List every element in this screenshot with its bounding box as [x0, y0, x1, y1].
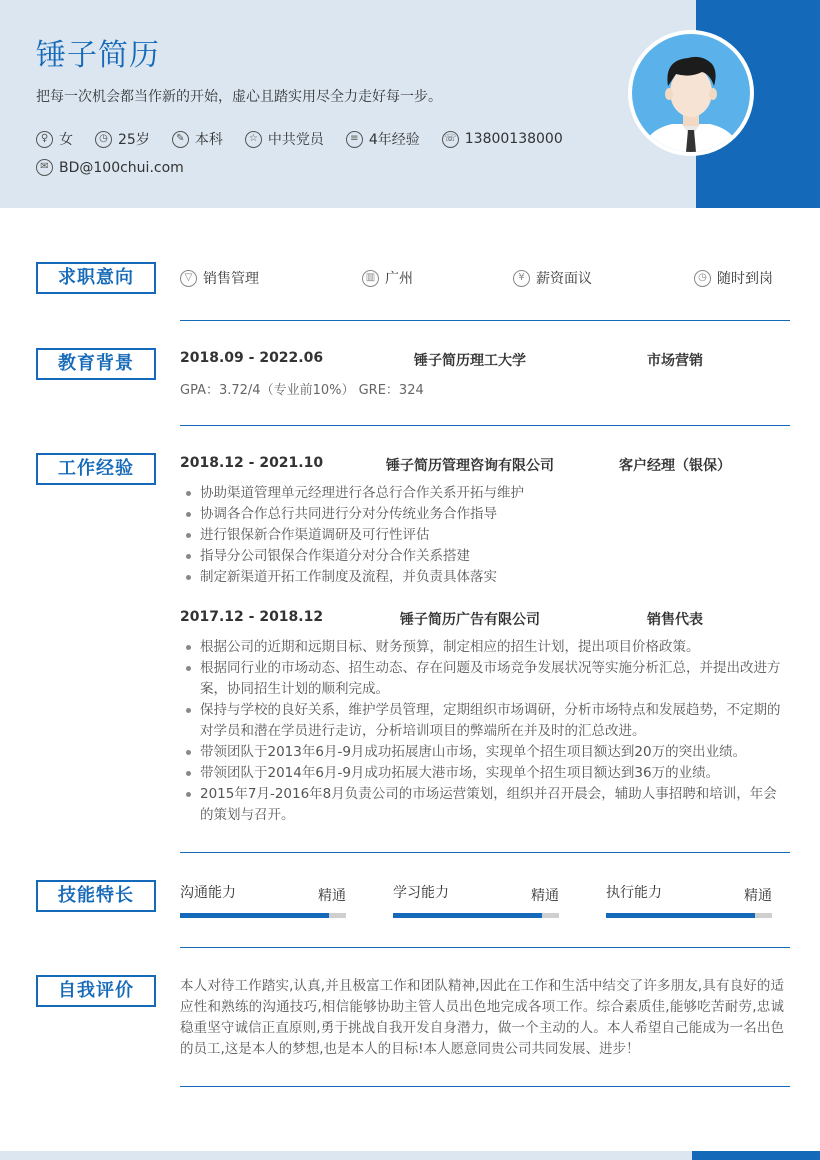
degree-icon: ✎ [172, 131, 189, 148]
skill-bar-track [180, 913, 346, 918]
footer-accent-block [692, 1151, 820, 1160]
contact-row [36, 159, 206, 176]
work-title: 客户经理（银保） [619, 458, 731, 474]
clock-icon: ◷ [694, 270, 711, 287]
info-age: ◷ 25岁 [95, 129, 150, 149]
education-school: 锤子简历理工大学 [414, 353, 526, 369]
skill-bar-fill [180, 913, 329, 918]
job-intent-row [180, 268, 790, 288]
section-title-intent: 求职意向 [36, 262, 156, 294]
work-period: 2018.12 - 2021.10 [180, 455, 324, 471]
info-gender: ♀ 女 [36, 129, 73, 149]
work-entry-2-header [180, 609, 790, 629]
intent-availability: ◷ 随时到岗 [694, 268, 773, 288]
divider [180, 425, 790, 426]
work-period: 2017.12 - 2018.12 [180, 609, 324, 625]
list-item: 协助渠道管理单元经理进行各总行合作关系开拓与维护 [184, 483, 784, 504]
divider [180, 852, 790, 853]
list-item: 带领团队于2014年6月-9月成功拓展大港市场，实现单个招生项目额达到36万的业绩。 [184, 763, 784, 784]
list-item: 带领团队于2013年6月-9月成功拓展唐山市场，实现单个招生项目额达到20万的突出业绩。 [184, 742, 784, 763]
education-entry [180, 350, 790, 370]
education-major: 市场营销 [647, 353, 703, 369]
age-icon: ◷ [95, 131, 112, 148]
yen-icon: ¥ [513, 270, 530, 287]
education-period: 2018.09 - 2022.06 [180, 350, 324, 366]
intent-position: ▽ 销售管理 [180, 268, 259, 288]
self-evaluation-text: 本人对待工作踏实,认真,并且极富工作和团队精神,因此在工作和生活中结交了许多朋友,具有良好的适应性和熟练的沟通技巧,相信能够协助主管人员出色地完成各项工作。综合素质佳,能够吃苦耐劳,忠诚稳重坚守诚信正直原则,勇于挑战自我开发自身潜力，做一个主动的人。本人希望自己能成为一名出色的员工,这是本人的梦想,也是本人的目标!本人愿意同贵公司共同发展、进步！ [180, 978, 784, 1057]
resume-motto: 把每一次机会都当作新的开始，虚心且踏实用尽全力走好每一步。 [36, 89, 442, 105]
work-company: 锤子简历广告有限公司 [400, 612, 540, 628]
personal-info-row [36, 129, 585, 149]
skill-bar-fill [606, 913, 755, 918]
skill-name: 沟通能力 [180, 885, 236, 901]
info-email[interactable]: ✉ BD@100chui.com [36, 159, 184, 176]
skill-item [606, 882, 772, 922]
list-item: 2015年7月-2016年8月负责公司的市场运营策划，组织并召开晨会，辅助人事招聘和培训，年会的策划与召开。 [184, 784, 784, 826]
skill-bar-fill [393, 913, 542, 918]
party-icon: ☆ [245, 131, 262, 148]
avatar-illustration [632, 34, 750, 152]
list-item: 保持与学校的良好关系，维护学员管理，定期组织市场调研，分析市场特点和发展趋势，不定期的对学员和潜在学员进行走访，分析培训项目的弊端所在并及时的汇总改进。 [184, 700, 784, 742]
skill-item [393, 882, 559, 922]
skill-name: 学习能力 [393, 885, 449, 901]
section-title-skills: 技能特长 [36, 880, 156, 912]
skill-item [180, 882, 346, 922]
list-item: 协调各合作总行共同进行分对分传统业务合作指导 [184, 504, 784, 525]
skill-level: 精通 [318, 888, 346, 904]
divider [180, 320, 790, 321]
list-item: 制定新渠道开拓工作制度及流程，并负责具体落实 [184, 567, 784, 588]
info-party: ☆ 中共党员 [245, 129, 324, 149]
list-item: 进行银保新合作渠道调研及可行性评估 [184, 525, 784, 546]
phone-icon: ☏ [442, 131, 459, 148]
skill-level: 精通 [744, 888, 772, 904]
skill-name: 执行能力 [606, 885, 662, 901]
experience-icon: ≡ [346, 131, 363, 148]
skill-bar-track [606, 913, 772, 918]
resume-name: 锤子简历 [36, 38, 160, 73]
email-icon: ✉ [36, 159, 53, 176]
list-item: 根据公司的近期和远期目标、财务预算，制定相应的招生计划，提出项目价格政策。 [184, 637, 784, 658]
info-degree: ✎ 本科 [172, 129, 223, 149]
info-experience: ≡ 4年经验 [346, 129, 420, 149]
avatar [628, 30, 754, 156]
section-title-work: 工作经验 [36, 453, 156, 485]
work-entry-1-bullets [184, 483, 784, 588]
divider [180, 1086, 790, 1087]
skill-bar-track [393, 913, 559, 918]
work-entry-1-header [180, 455, 790, 475]
info-phone: ☏ 13800138000 [442, 131, 563, 148]
list-item: 根据同行业的市场动态、招生动态、存在问题及市场竞争发展状况等实施分析汇总，并提出改进方案，协同招生计划的顺利完成。 [184, 658, 784, 700]
tie-icon: ▽ [180, 270, 197, 287]
section-title-education: 教育背景 [36, 348, 156, 380]
intent-salary: ¥ 薪资面议 [513, 268, 592, 288]
intent-city: ▥ 广州 [362, 268, 413, 288]
gender-icon: ♀ [36, 131, 53, 148]
skill-level: 精通 [531, 888, 559, 904]
work-title: 销售代表 [647, 612, 703, 628]
divider [180, 947, 790, 948]
section-title-self: 自我评价 [36, 975, 156, 1007]
education-detail: GPA：3.72/4（专业前10%） GRE：324 [180, 383, 424, 398]
work-entry-2-bullets [184, 637, 784, 826]
work-company: 锤子简历管理咨询有限公司 [386, 458, 554, 474]
building-icon: ▥ [362, 270, 379, 287]
list-item: 指导分公司银保合作渠道分对分合作关系搭建 [184, 546, 784, 567]
